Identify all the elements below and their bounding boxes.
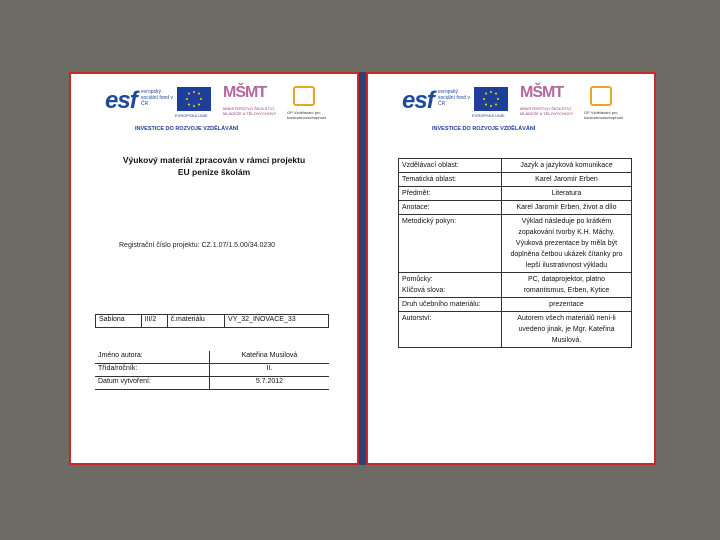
opvk-icon: [590, 86, 612, 106]
table-row: Metodický pokyn: Výklad následuje po krátkém zopakování tvorby K.H. Máchy. Výuková prezentace by měla být doplněna četbou ukázek čítanky pro lepší ilustrativnost výkladu: [399, 215, 632, 273]
msmt-logo: MŠMT: [223, 84, 267, 101]
page-right: [366, 72, 656, 465]
logo-strip: esf evropský sociální fond v ČR EVROPSKÁ UNIE MŠMT MINISTERSTVO ŠKOLSTVÍ, MLÁDEŽE A TĚLOVÝCHOVY OP Vzdělávání pro konkurenceschopnost INVESTICE DO ROZVOJE VZDĚLÁVÁNÍ: [105, 84, 335, 130]
table-row: Druh učebního materiálu: prezentace: [399, 298, 632, 312]
table-row: Vzdělávací oblast: Jazyk a jazyková komunikace: [399, 159, 632, 173]
table-row: Předmět: Literatura: [399, 187, 632, 201]
table-row: Datum vytvoření: 5.7.2012: [95, 377, 329, 390]
table-row: Anotace: Karel Jaromír Erben, život a dílo: [399, 201, 632, 215]
invest-tagline: INVESTICE DO ROZVOJE VZDĚLÁVÁNÍ: [135, 126, 239, 132]
table-row: Jméno autora: Kateřina Musilová: [95, 351, 329, 364]
esf-logo: esf evropský sociální fond v ČR: [402, 87, 470, 114]
table-row: Pomůcky: Klíčová slova: PC, dataprojektor, platno romantismus, Erben, Kytice: [399, 273, 632, 298]
table-row: Šablona III/2 č.materiálu VY_32_INOVACE_33: [96, 315, 329, 328]
msmt-logo: MŠMT: [520, 84, 564, 101]
esf-logo: esf evropský sociální fond v ČR: [105, 87, 173, 114]
table-row: Třída/ročník: II.: [95, 364, 329, 377]
invest-tagline: INVESTICE DO ROZVOJE VZDĚLÁVÁNÍ: [432, 126, 536, 132]
table-row: Autorství: Autorem všech materiálů není-li uvedeno jinak, je Mgr. Kateřina Musilová.: [399, 312, 632, 348]
opvk-icon: [293, 86, 315, 106]
registration-number: Registrační číslo projektu: CZ.1.07/1.5.00/34.0230: [119, 242, 276, 249]
author-table: [95, 351, 329, 390]
table-row: Tematická oblast: Karel Jaromír Erben: [399, 173, 632, 187]
document-title: Výukový materiál zpracován v rámci projektu EU peníze školám: [122, 155, 306, 177]
eu-flag-icon: [177, 87, 211, 111]
eu-flag-icon: [474, 87, 508, 111]
logo-strip: esf evropský sociální fond v ČR EVROPSKÁ UNIE MŠMT MINISTERSTVO ŠKOLSTVÍ, MLÁDEŽE A TĚLOVÝCHOVY OP Vzdělávání pro konkurenceschopnost INVESTICE DO ROZVOJE VZDĚLÁVÁNÍ: [402, 84, 632, 130]
material-table: [95, 314, 329, 328]
metadata-table: [398, 158, 632, 348]
page-left: [69, 72, 359, 465]
